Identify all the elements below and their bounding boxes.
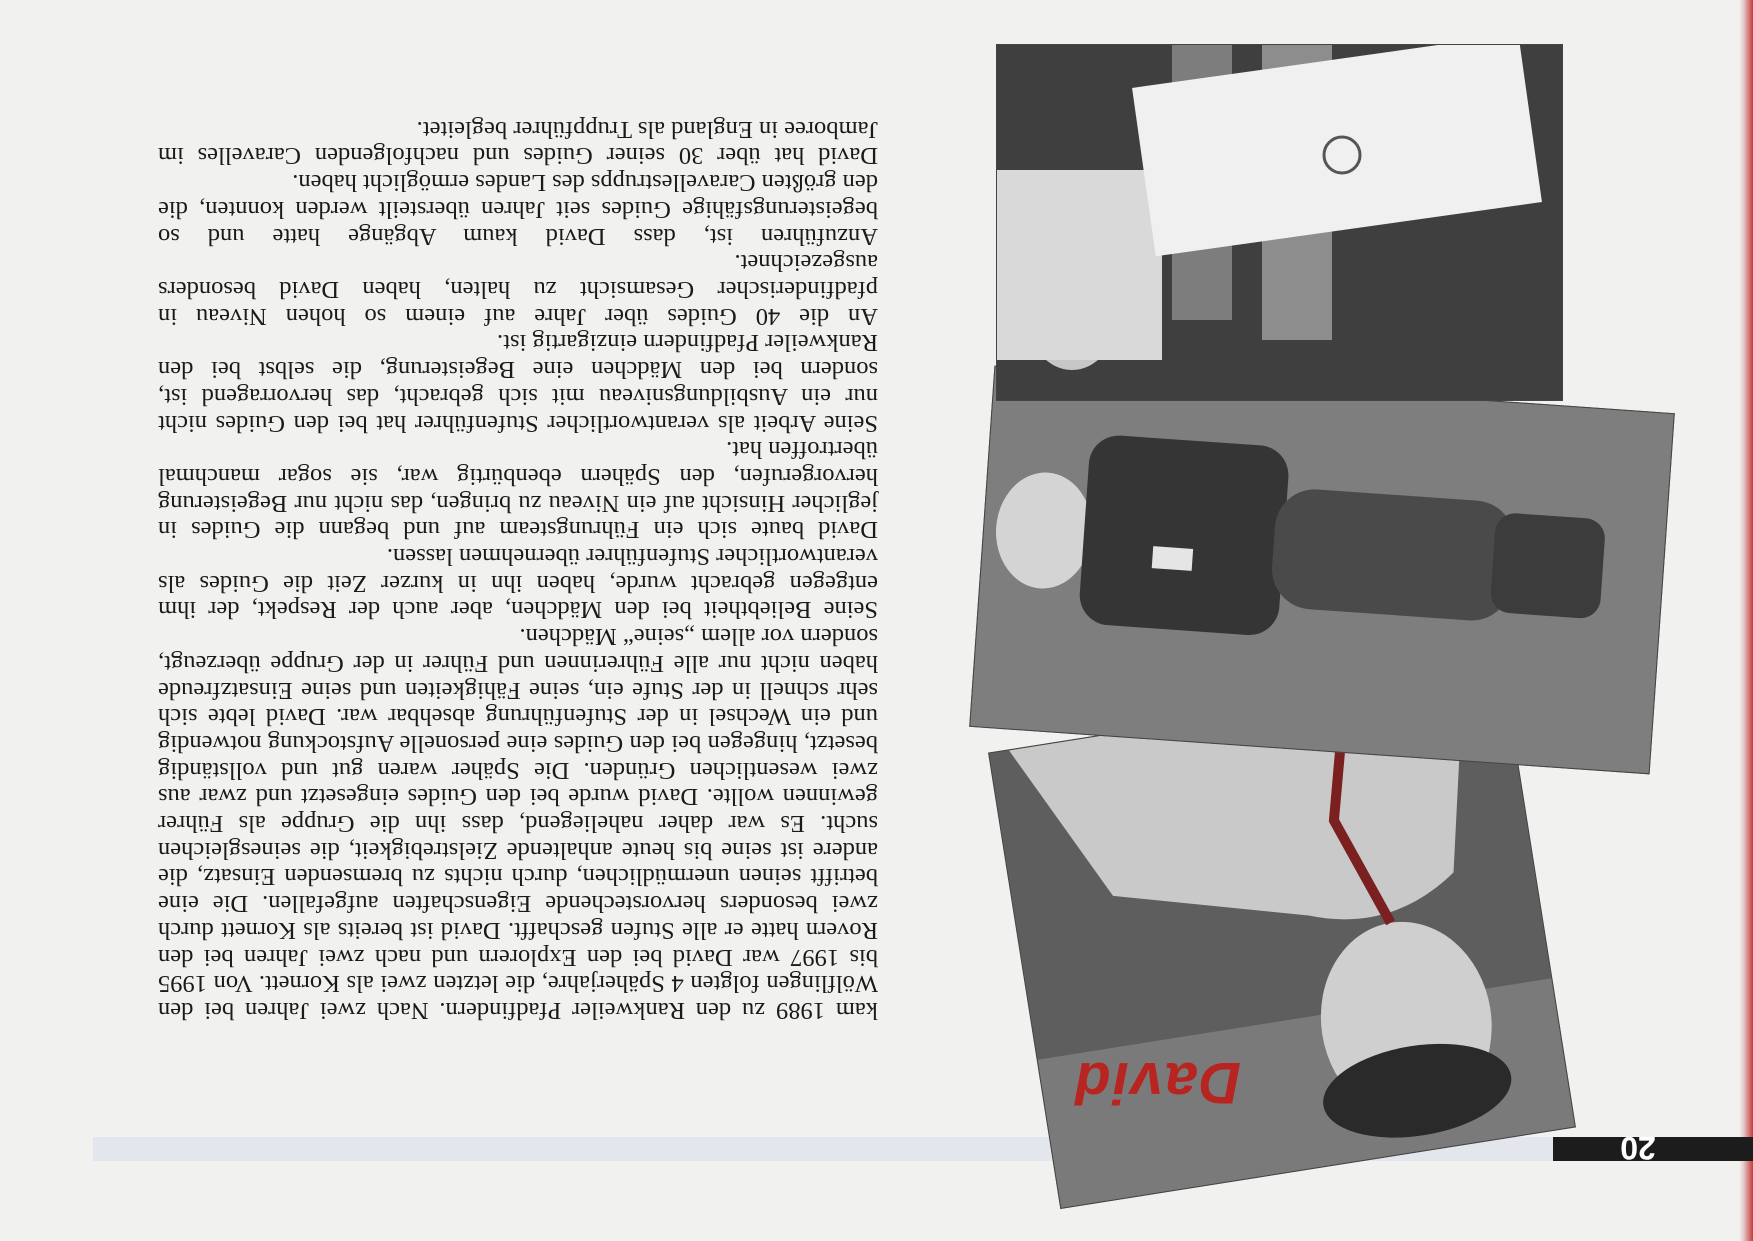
article-title: David (1073, 1050, 1241, 1115)
binding-edge (1739, 0, 1753, 1241)
photo-david-uniform (969, 366, 1675, 775)
article-body (158, 115, 878, 1023)
paragraph: Seine Beliebtheit bei den Mädchen, aber auch der Respekt, der ihm entgegen gebracht wurde, haben ihn in kurzer Zeit die Guides als verantwortlicher Stufenführer übernehmen lassen. (158, 543, 878, 624)
paragraph: David hat über 30 seiner Guides und nachfolgenden Caravelles im Jamboree in England als Truppführer begleitet. (158, 115, 878, 170)
photo-guide-with-drawing (996, 44, 1563, 401)
paragraph: David baute sich ein Führungsteam auf und begann die Guides in jeglicher Hinsicht auf ein Niveau zu bringen, das nicht nur Begeisterung hervorgerufen, den Spähern ebenbürtig war, sie sogar manchmal übertroffen hat. (158, 436, 878, 544)
header-bar (93, 1137, 1753, 1161)
paragraph: Seine Arbeit als verantwortlicher Stufenführer hat bei den Guides nicht nur ein Ausbildungsniveau mit sich gebracht, das hervorragend ist, sondern bei den Mädchen eine Begeisterung, die selbst bei den Rankweiler Pfadfindern einzigartig ist. (158, 329, 878, 437)
paragraph: Anzuführen ist, dass David kaum Abgänge hatte und so begeisterungsfähige Guides seit Jahren übersteilt werden konnten, die den größten Caravellestrupps des Landes ermöglicht haben. (158, 169, 878, 250)
paragraph: kam 1989 zu den Rankweiler Pfadfindern. Nach zwei Jahren bei den Wölflingen folgten 4 Späherjahre, die letzten zwei als Kornett. Von 1995 bis 1997 war David bei den Explorern und nach zwei Jahren bei den Rovern hatte er alle Stufen geschafft. David ist bereits als Kornett durch zwei besonders hervorstechende Eigenschaften aufgefallen. Die eine betrifft seinen unermüdlichen, durch nichts zu bremsenden Einsatz, die andere ist seine bis heute anhaltende Zielstrebigkeit, die seinesgleichen sucht. Es war daher naheliegend, dass ihn die Gruppe als Führer gewinnen wollte. David wurde bei den Guides eingesetzt und zwar aus zwei wesentlichen Gründen. Die Späher waren gut und vollständig besetzt, hingegen bei den Guides eine personelle Aufstockung notwendig und ein Wechsel in der Stufenführung absehbar war. David lebte sich sehr schnell in der Stufe ein, seine Fähigkeiten und seine Einsatzfreude haben nicht nur alle Führerinnen und Führer in der Gruppe überzeugt, sondern vor allem „seine“ Mädchen. (158, 623, 878, 1024)
page-number: 20 (1620, 1130, 1656, 1166)
paragraph: An die 40 Guides über Jahre auf einem so hohen Niveau in pfadfinderischer Gesamsicht zu halten, haben David besonders ausgezeichnet. (158, 249, 878, 330)
